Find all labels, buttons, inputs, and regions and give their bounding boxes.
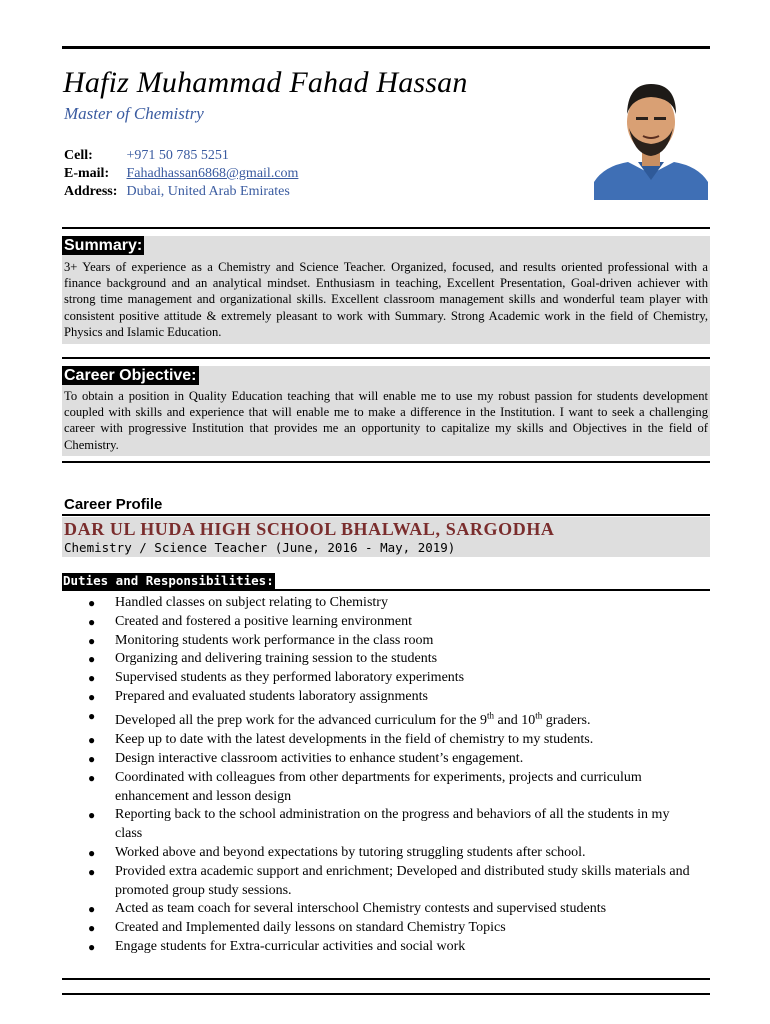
duty-text: Provided extra academic support and enrichment; Developed and distributed study skills materials and promoted group study sessions.	[115, 863, 690, 898]
duty-item	[88, 750, 698, 769]
address-value: Dubai, United Arab Emirates	[126, 184, 290, 199]
duty-item	[88, 632, 698, 651]
duty-text: Coordinated with colleagues from other departments for experiments, projects and curriculum enhancement and lesson design	[115, 769, 642, 804]
profile-photo	[594, 70, 708, 200]
header-divider	[62, 227, 710, 229]
bullet-icon: ●	[88, 652, 96, 667]
bullet-icon: ●	[88, 808, 96, 823]
bullet-icon: ●	[88, 596, 96, 610]
summary-text: 3+ Years of experience as a Chemistry and Science Teacher. Organized, focused, and results oriented professional with a finance background and an analytical mindset. Enthusiasm in teaching, Excellent Presentation, Goal-driven achiever with strong time management and organizational skills. Excellent classroom management skills and wonderful team player with consistent positive attitude & extremely pleasant to work with Summary. Strong Academic work in the field of Chemistry, Physics and Islamic Education.	[64, 260, 708, 339]
email-link[interactable]: Fahadhassan6868@gmail.com	[126, 166, 299, 181]
duty-text: Created and Implemented daily lessons on standard Chemistry Topics	[115, 920, 506, 936]
duty-item	[88, 900, 698, 919]
duty-item	[88, 731, 698, 750]
summary-section	[62, 236, 710, 344]
duty-text: Reporting back to the school administration on the progress and behaviors of all the students in my class	[115, 807, 670, 842]
footer-rule-1	[62, 978, 710, 980]
objective-text: To obtain a position in Quality Education teaching that will enable me to use my robust passion for students development coupled with skills and experience that will enable me to make a difference in the Institution. I want to seek a challenging career with progressive Institution that provides me an opportunity to capitalize my skills and Objectives in the field of Chemistry.	[64, 389, 708, 452]
bullet-icon: ●	[88, 633, 96, 648]
objective-section	[62, 366, 710, 456]
candidate-name: Hafiz Muhammad Fahad Hassan	[63, 66, 468, 99]
duty-item	[88, 650, 698, 669]
duty-item	[88, 707, 698, 731]
bullet-icon: ●	[88, 864, 96, 879]
summary-divider	[62, 357, 710, 359]
footer-rule-2	[62, 993, 710, 995]
bullet-icon: ●	[88, 902, 96, 917]
bullet-icon: ●	[88, 689, 96, 704]
duty-item	[88, 844, 698, 863]
contact-cell	[64, 148, 229, 164]
duty-item	[88, 919, 698, 938]
address-label: Address:	[64, 184, 118, 199]
bullet-icon: ●	[88, 708, 96, 723]
bullet-icon: ●	[88, 752, 96, 767]
duties-heading: Duties and Responsibilities:	[63, 573, 274, 588]
candidate-title: Master of Chemistry	[64, 104, 204, 123]
contact-address	[64, 184, 290, 200]
duty-text: Acted as team coach for several interschool Chemistry contests and supervised students	[115, 901, 607, 917]
duty-item	[88, 669, 698, 688]
summary-heading: Summary:	[64, 237, 143, 254]
bullet-icon: ●	[88, 733, 96, 748]
cell-value: +971 50 785 5251	[126, 148, 229, 163]
bullet-icon: ●	[88, 921, 96, 936]
duty-text: Engage students for Extra-curricular activities and social work	[115, 939, 466, 954]
duty-item	[88, 938, 698, 957]
duty-text: Handled classes on subject relating to Chemistry	[115, 595, 388, 610]
duty-text: Organizing and delivering training session to the students	[115, 651, 438, 667]
bullet-icon: ●	[88, 770, 96, 785]
duty-text: Design interactive classroom activities to enhance student’s engagement.	[115, 751, 524, 767]
duties-divider	[62, 589, 710, 591]
career-profile-heading: Career Profile	[64, 496, 163, 513]
duty-text: Supervised students as they performed laboratory experiments	[115, 670, 465, 686]
job-role: Chemistry / Science Teacher (June, 2016 - May, 2019)	[64, 540, 456, 555]
bullet-icon: ●	[88, 940, 96, 954]
duties-list	[88, 594, 698, 957]
contact-email	[64, 166, 298, 182]
employer-name: DAR UL HUDA HIGH SCHOOL BHALWAL, SARGODHA	[64, 519, 555, 539]
duty-text: Keep up to date with the latest developments in the field of chemistry to my students.	[115, 732, 594, 748]
duty-text: Worked above and beyond expectations by tutoring struggling students after school.	[115, 845, 586, 861]
bullet-icon: ●	[88, 671, 96, 686]
duty-item	[88, 769, 698, 807]
duty-item	[88, 806, 698, 844]
duty-item	[88, 688, 698, 707]
duty-text: Created and fostered a positive learning environment	[115, 613, 413, 629]
duty-item	[88, 863, 698, 901]
duty-text: Prepared and evaluated students laboratory assignments	[115, 688, 428, 704]
employer-section	[62, 517, 710, 557]
duty-item	[88, 594, 698, 613]
duty-item	[88, 613, 698, 632]
bullet-icon: ●	[88, 614, 96, 629]
duty-text: Monitoring students work performance in the class room	[115, 632, 434, 648]
email-label: E-mail:	[64, 166, 110, 181]
duty-text: Developed all the prep work for the advanced curriculum for the 9th and 10th graders.	[115, 710, 591, 729]
profile-divider	[62, 514, 710, 516]
bullet-icon: ●	[88, 846, 96, 861]
objective-divider	[62, 461, 710, 463]
objective-heading: Career Objective:	[64, 367, 197, 384]
top-rule	[62, 46, 710, 49]
cell-label: Cell:	[64, 148, 93, 163]
